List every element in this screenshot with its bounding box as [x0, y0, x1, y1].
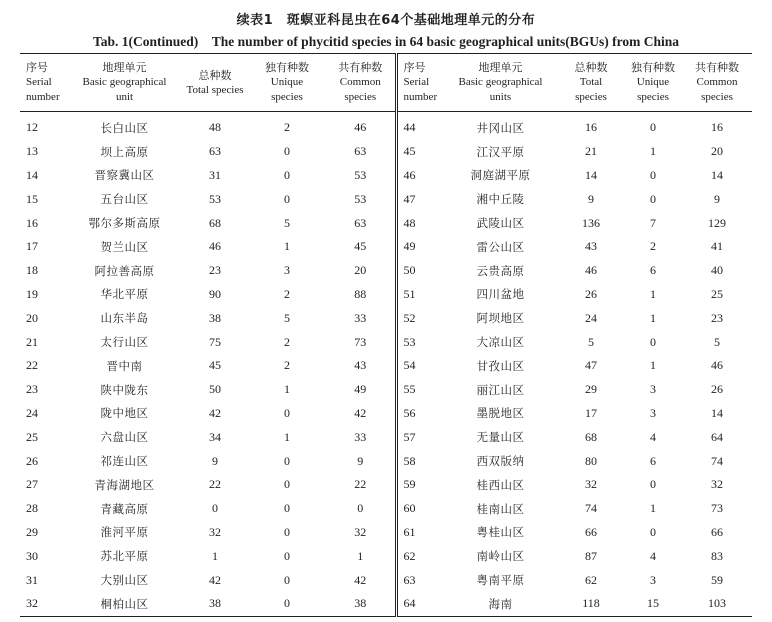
header-total: 总种数 Total species [182, 54, 248, 112]
right-common-cell: 25 [711, 286, 723, 301]
left-unit-cell: 陕中陇东 [100, 382, 149, 397]
right-unit-cell: 海南 [488, 596, 513, 611]
left-unit-cell: 淮河平原 [100, 525, 149, 540]
table-row [20, 283, 752, 307]
right-total-cell: 80 [585, 453, 597, 468]
right-unit-cell: 雷公山区 [476, 239, 525, 254]
right-unit-cell: 阿坝地区 [476, 311, 525, 326]
left-unit-cell: 太行山区 [100, 335, 149, 350]
right-unit-cell: 云贵高原 [476, 263, 525, 278]
left-common-cell: 32 [326, 521, 396, 545]
left-common-cell: 1 [326, 544, 396, 568]
left-unit-cell: 大别山区 [100, 573, 149, 588]
table-row [20, 425, 752, 449]
right-common-cell: 26 [711, 382, 723, 397]
left-total-cell: 46 [209, 239, 221, 254]
right-common-cell: 16 [711, 120, 723, 135]
right-total-cell: 16 [585, 120, 597, 135]
right-serial-cell: 45 [403, 144, 416, 159]
left-common-cell: 38 [326, 592, 396, 616]
table-row [20, 187, 752, 211]
table-row [20, 112, 752, 140]
left-total-cell: 1 [212, 548, 218, 563]
right-common-cell: 66 [711, 524, 723, 539]
right-unique-cell: 0 [650, 120, 656, 135]
right-total-cell: 29 [585, 382, 597, 397]
right-common-cell: 14 [711, 167, 723, 182]
right-total-cell: 43 [585, 239, 597, 254]
left-serial-cell: 28 [26, 501, 38, 516]
right-unique-cell: 2 [650, 239, 656, 254]
right-unique-cell: 0 [650, 334, 656, 349]
right-unit-cell: 洞庭湖平原 [470, 168, 531, 183]
left-total-cell: 90 [209, 286, 221, 301]
right-total-cell: 74 [585, 501, 597, 516]
left-serial-cell: 21 [26, 334, 38, 349]
right-total-cell: 24 [585, 310, 597, 325]
right-unique-cell: 0 [650, 477, 656, 492]
left-common-cell: 43 [326, 354, 396, 378]
right-common-cell: 9 [714, 191, 720, 206]
right-total-cell: 118 [582, 596, 600, 611]
left-unit-cell: 鄂尔多斯高原 [88, 216, 161, 231]
header-unit: 地理单元 Basic geographical unit [67, 54, 182, 112]
left-serial-cell: 17 [26, 239, 38, 254]
right-common-cell: 41 [711, 239, 723, 254]
right-serial-cell: 44 [403, 120, 416, 135]
left-common-cell: 20 [326, 259, 396, 283]
left-common-cell: 53 [326, 164, 396, 188]
left-unique-cell: 0 [284, 191, 290, 206]
left-common-cell: 63 [326, 140, 396, 164]
right-unique-cell: 1 [650, 286, 656, 301]
right-common-cell: 59 [711, 572, 723, 587]
header-serial-right: 序号 Serial number [396, 54, 443, 112]
table-row [20, 235, 752, 259]
right-unique-cell: 3 [650, 382, 656, 397]
right-total-cell: 9 [588, 191, 594, 206]
left-common-cell: 22 [326, 473, 396, 497]
right-unit-cell: 大凉山区 [476, 335, 525, 350]
right-common-cell: 5 [714, 334, 720, 349]
table-row [20, 568, 752, 592]
left-common-cell: 42 [326, 402, 396, 426]
right-serial-cell: 60 [403, 501, 416, 516]
left-unique-cell: 1 [284, 382, 290, 397]
right-unique-cell: 0 [650, 191, 656, 206]
right-total-cell: 68 [585, 429, 597, 444]
left-total-cell: 75 [209, 334, 221, 349]
table-row [20, 473, 752, 497]
left-total-cell: 53 [209, 191, 221, 206]
right-common-cell: 83 [711, 548, 723, 563]
right-serial-cell: 64 [403, 596, 416, 611]
left-total-cell: 23 [209, 263, 221, 278]
right-unique-cell: 4 [650, 548, 656, 563]
right-common-cell: 32 [711, 477, 723, 492]
left-serial-cell: 23 [26, 382, 38, 397]
left-unique-cell: 2 [284, 120, 290, 135]
left-unit-cell: 祁连山区 [100, 454, 149, 469]
right-serial-cell: 56 [403, 405, 416, 420]
left-serial-cell: 27 [26, 477, 38, 492]
right-unique-cell: 3 [650, 572, 656, 587]
right-unit-cell: 无量山区 [476, 430, 525, 445]
right-unique-cell: 6 [650, 263, 656, 278]
left-total-cell: 63 [209, 144, 221, 159]
right-total-cell: 46 [585, 263, 597, 278]
left-unit-cell: 五台山区 [100, 192, 149, 207]
left-common-cell: 42 [326, 568, 396, 592]
table-row [20, 140, 752, 164]
right-unit-cell: 南岭山区 [476, 549, 525, 564]
left-serial-cell: 15 [26, 191, 38, 206]
left-total-cell: 48 [209, 120, 221, 135]
right-total-cell: 62 [585, 572, 597, 587]
header-common-right: 共有种数 Common species [682, 54, 752, 112]
right-serial-cell: 51 [403, 286, 416, 301]
right-serial-cell: 52 [403, 310, 416, 325]
left-unit-cell: 晋察冀山区 [94, 168, 155, 183]
table-row [20, 330, 752, 354]
left-common-cell: 0 [326, 497, 396, 521]
left-unique-cell: 0 [284, 548, 290, 563]
species-table [20, 53, 752, 617]
left-serial-cell: 19 [26, 286, 38, 301]
table-row [20, 306, 752, 330]
table-header [20, 54, 752, 112]
left-common-cell: 63 [326, 211, 396, 235]
left-common-cell: 33 [326, 306, 396, 330]
left-total-cell: 34 [209, 429, 221, 444]
table-body [20, 112, 752, 617]
left-unit-cell: 华北平原 [100, 287, 149, 302]
left-unique-cell: 5 [284, 310, 290, 325]
right-unit-cell: 丽江山区 [476, 382, 525, 397]
right-unique-cell: 4 [650, 429, 656, 444]
right-unit-cell: 甘孜山区 [476, 358, 525, 373]
left-unique-cell: 1 [284, 239, 290, 254]
left-total-cell: 38 [209, 596, 221, 611]
header-unique-right: 独有种数 Unique species [624, 54, 682, 112]
header-unit-right: 地理单元 Basic geographical units [443, 54, 558, 112]
right-unit-cell: 湘中丘陵 [476, 192, 525, 207]
left-unique-cell: 0 [284, 524, 290, 539]
header-serial: 序号 Serial number [20, 54, 67, 112]
right-unique-cell: 6 [650, 453, 656, 468]
right-total-cell: 66 [585, 524, 597, 539]
left-unit-cell: 贺兰山区 [100, 239, 149, 254]
left-unique-cell: 2 [284, 358, 290, 373]
left-serial-cell: 29 [26, 524, 38, 539]
left-serial-cell: 12 [26, 120, 38, 135]
table-row [20, 521, 752, 545]
left-unit-cell: 青海湖地区 [94, 477, 155, 492]
left-unit-cell: 六盘山区 [100, 430, 149, 445]
right-serial-cell: 46 [403, 167, 416, 182]
right-unit-cell: 粤桂山区 [476, 525, 525, 540]
left-unique-cell: 0 [284, 501, 290, 516]
right-serial-cell: 62 [403, 548, 416, 563]
header-common: 共有种数 Common species [326, 54, 396, 112]
table-row [20, 592, 752, 616]
left-serial-cell: 26 [26, 453, 38, 468]
left-serial-cell: 25 [26, 429, 38, 444]
table-row [20, 164, 752, 188]
left-common-cell: 73 [326, 330, 396, 354]
right-common-cell: 20 [711, 144, 723, 159]
header-total-right: 总种数 Total species [558, 54, 624, 112]
right-total-cell: 47 [585, 358, 597, 373]
right-serial-cell: 47 [403, 191, 416, 206]
right-unit-cell: 粤南平原 [476, 573, 525, 588]
right-unit-cell: 井冈山区 [476, 120, 525, 135]
left-unique-cell: 0 [284, 572, 290, 587]
left-unit-cell: 陇中地区 [100, 406, 149, 421]
table-title-en: Tab. 1(Continued) The number of phycitid species in 64 basic geographical units(BGUs) from China [93, 34, 679, 49]
left-unique-cell: 3 [284, 263, 290, 278]
right-unit-cell: 武陵山区 [476, 216, 525, 231]
right-unique-cell: 1 [650, 501, 656, 516]
header-unique: 独有种数 Unique species [248, 54, 326, 112]
right-unique-cell: 3 [650, 405, 656, 420]
right-total-cell: 32 [585, 477, 597, 492]
right-serial-cell: 63 [403, 572, 416, 587]
left-unit-cell: 山东半岛 [100, 311, 149, 326]
left-unit-cell: 苏北平原 [100, 549, 149, 564]
table-row [20, 354, 752, 378]
right-unique-cell: 0 [650, 524, 656, 539]
right-total-cell: 136 [582, 215, 600, 230]
right-serial-cell: 59 [403, 477, 416, 492]
right-unit-cell: 桂南山区 [476, 501, 525, 516]
table-row [20, 402, 752, 426]
table-row [20, 544, 752, 568]
right-total-cell: 21 [585, 144, 597, 159]
left-unique-cell: 2 [284, 286, 290, 301]
left-unique-cell: 0 [284, 405, 290, 420]
right-serial-cell: 54 [403, 358, 416, 373]
right-unique-cell: 1 [650, 310, 656, 325]
right-serial-cell: 53 [403, 334, 416, 349]
right-total-cell: 5 [588, 334, 594, 349]
right-total-cell: 14 [585, 167, 597, 182]
right-total-cell: 87 [585, 548, 597, 563]
table-row [20, 259, 752, 283]
left-unit-cell: 长白山区 [100, 120, 149, 135]
right-unit-cell: 四川盆地 [476, 287, 525, 302]
right-serial-cell: 58 [403, 453, 416, 468]
right-unique-cell: 7 [650, 215, 656, 230]
table-title-cn: 续表1 斑螟亚科昆虫在64个基础地理单元的分布 [236, 13, 536, 28]
right-unique-cell: 0 [650, 167, 656, 182]
left-total-cell: 45 [209, 358, 221, 373]
right-common-cell: 14 [711, 405, 723, 420]
left-total-cell: 42 [209, 572, 221, 587]
left-unique-cell: 1 [284, 429, 290, 444]
right-unique-cell: 15 [647, 596, 659, 611]
left-total-cell: 31 [209, 167, 221, 182]
left-unique-cell: 0 [284, 477, 290, 492]
left-unique-cell: 5 [284, 215, 290, 230]
right-serial-cell: 55 [403, 382, 416, 397]
right-total-cell: 26 [585, 286, 597, 301]
left-total-cell: 0 [212, 501, 218, 516]
right-serial-cell: 49 [403, 239, 416, 254]
table-row [20, 449, 752, 473]
left-serial-cell: 14 [26, 167, 38, 182]
right-common-cell: 103 [708, 596, 726, 611]
left-total-cell: 38 [209, 310, 221, 325]
left-total-cell: 9 [212, 453, 218, 468]
left-unique-cell: 0 [284, 596, 290, 611]
left-common-cell: 53 [326, 187, 396, 211]
left-unit-cell: 阿拉善高原 [94, 263, 155, 278]
right-unique-cell: 1 [650, 144, 656, 159]
table-row [20, 497, 752, 521]
left-common-cell: 46 [326, 112, 396, 140]
left-serial-cell: 30 [26, 548, 38, 563]
right-common-cell: 73 [711, 501, 723, 516]
right-common-cell: 74 [711, 453, 723, 468]
left-total-cell: 68 [209, 215, 221, 230]
left-total-cell: 50 [209, 382, 221, 397]
left-unit-cell: 青藏高原 [100, 501, 149, 516]
right-common-cell: 129 [708, 215, 726, 230]
left-serial-cell: 24 [26, 405, 38, 420]
right-unit-cell: 桂西山区 [476, 477, 525, 492]
right-unit-cell: 西双版纳 [476, 454, 525, 469]
left-total-cell: 22 [209, 477, 221, 492]
left-serial-cell: 32 [26, 596, 38, 611]
left-serial-cell: 22 [26, 358, 38, 373]
left-unique-cell: 0 [284, 144, 290, 159]
right-common-cell: 64 [711, 429, 723, 444]
right-common-cell: 46 [711, 358, 723, 373]
right-unique-cell: 1 [650, 358, 656, 373]
right-unit-cell: 江汉平原 [476, 144, 525, 159]
left-serial-cell: 18 [26, 263, 38, 278]
left-serial-cell: 16 [26, 215, 38, 230]
left-serial-cell: 31 [26, 572, 38, 587]
left-unit-cell: 晋中南 [106, 358, 143, 373]
left-common-cell: 45 [326, 235, 396, 259]
left-common-cell: 9 [326, 449, 396, 473]
left-common-cell: 33 [326, 425, 396, 449]
right-serial-cell: 61 [403, 524, 416, 539]
right-serial-cell: 50 [403, 263, 416, 278]
right-serial-cell: 57 [403, 429, 416, 444]
left-unit-cell: 坝上高原 [100, 144, 149, 159]
left-serial-cell: 13 [26, 144, 38, 159]
left-common-cell: 49 [326, 378, 396, 402]
left-total-cell: 32 [209, 524, 221, 539]
left-unit-cell: 桐柏山区 [100, 596, 149, 611]
left-unique-cell: 0 [284, 453, 290, 468]
left-common-cell: 88 [326, 283, 396, 307]
table-row [20, 211, 752, 235]
right-total-cell: 17 [585, 405, 597, 420]
table-row [20, 378, 752, 402]
left-unique-cell: 2 [284, 334, 290, 349]
right-unit-cell: 墨脱地区 [476, 406, 525, 421]
left-unique-cell: 0 [284, 167, 290, 182]
right-common-cell: 23 [711, 310, 723, 325]
left-serial-cell: 20 [26, 310, 38, 325]
right-serial-cell: 48 [403, 215, 416, 230]
right-common-cell: 40 [711, 263, 723, 278]
left-total-cell: 42 [209, 405, 221, 420]
